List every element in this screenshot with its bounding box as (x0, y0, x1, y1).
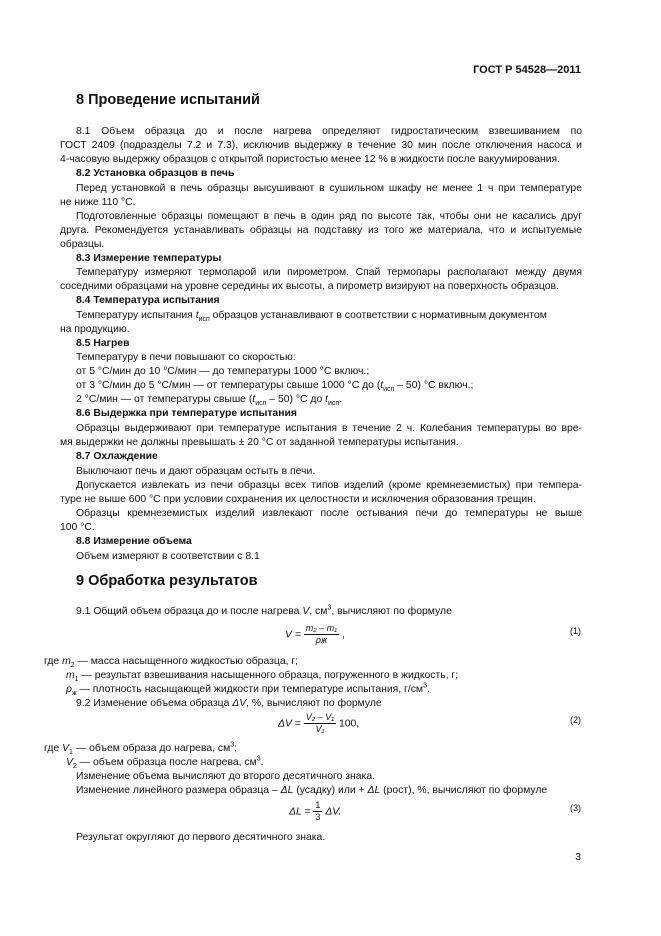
subsection-8-4-title: 8.4 Температура испытания (76, 295, 220, 306)
subsection-8-5-title: 8.5 Нагрев (76, 338, 130, 349)
page-number: 3 (575, 852, 581, 863)
p87a-line1: Выключают печь и дают образцам остыть в печи. (76, 466, 316, 477)
p85-line3: от 3 °С/мин до 5 °С/мин — от температуры свыше 1000 °С до $(t_{исп} - 50)$ °С включ.; (76, 380, 474, 394)
p82a-line1: Перед установкой в печь образцы высушивают в сушильном шкафу не менее 1 ч при температуре (76, 183, 582, 194)
where-rho: $\rho_ж$ — плотность насыщающей жидкости при температуре испытания, $г/см^3$. (66, 682, 430, 698)
p86-line2: мя выдержки не должны превышать ± 20 °С от заданной температуры испытания. (60, 437, 459, 448)
formula-1: V = $\frac{\text{m₂ – m₁}}{\rho ж}$ , (285, 623, 345, 645)
p92-line1: 9.2 Изменение объема образца ΔV, %, вычисляют по формуле (76, 698, 382, 709)
p88-line1: Объем измеряют в соответствии с 8.1 (76, 551, 260, 562)
subsection-8-8-title: 8.8 Измерение объема (76, 536, 192, 547)
p82b-line2: друга. Рекомендуется устанавливать образцы на подставку из того же материала, что и испытуемые (60, 225, 582, 236)
section-9-title: 9 Обработка результатов (76, 573, 258, 589)
p92e-line1: Результат округляют до первого десятичного знака. (76, 832, 326, 843)
p92d-line1: Изменение линейного размера образца – ΔL (усадку) или + ΔL (рост), %, вычисляют по формуле (76, 785, 548, 796)
p87b-line2: туре не выше 600 °С при условии сохранения их целостности и исключения образования трещин. (60, 494, 536, 505)
p81-line1: 8.1 Объем образца до и после нагрева определяют гидростатическим взвешиванием по (76, 126, 582, 137)
p84-line2: на продукцию. (60, 324, 130, 335)
p83-line2: соседними образцами на уровне середины их высоты, а пирометр визируют на поверхность образцов. (60, 281, 559, 292)
standard-code: ГОСТ Р 54528—2011 (473, 64, 581, 76)
p87c-line1: Образцы кремнеземистых изделий извлекают после остывания печи до температуры не выше (76, 508, 582, 519)
where-v2: $V_2$ — объем образца после нагрева, $см^3$. (66, 755, 264, 771)
p81-line2: ГОСТ 2409 (подразделы 7.2 и 7.3), исключив выдержку в течение 30 мин после отключения насоса и (60, 140, 582, 151)
where-v1: где $V_1$ — объем образа до нагрева, $см^3$; (44, 741, 238, 757)
where-m1: $m_1$ — результат взвешивания насыщенного образца, погруженного в жидкость, г; (66, 670, 459, 684)
p82b-line3: образцы. (60, 239, 105, 250)
p85-line1: Температуру в печи повышают со скоростью: (76, 352, 296, 363)
subsection-8-2-title: 8.2 Установка образцов в печь (76, 168, 235, 179)
where-m2: где $m_2$ — масса насыщенного жидкостью образца, г; (44, 656, 299, 670)
formula-1-number: (1) (570, 626, 581, 636)
p87c-line2: 100 °С. (60, 522, 95, 533)
subsection-8-7-title: 8.7 Охлаждение (76, 451, 158, 462)
p82a-line2: не ниже 110 °С. (60, 197, 136, 208)
p81-line3: 4-часовую выдержку образцов с открытой пористостью менее 12 % в жидкости после вакуумирования. (60, 154, 561, 165)
formula-3: ΔL = $\frac{1}{3}$ ΔV. (289, 800, 342, 822)
section-8-title: 8 Проведение испытаний (76, 92, 260, 108)
subsection-8-6-title: 8.6 Выдержка при температуре испытания (76, 408, 297, 419)
p86-line1: Образцы выдерживают при температуре испытания в течение 2 ч. Колебания температуры во вре- (76, 423, 582, 434)
formula-2-number: (2) (570, 715, 581, 725)
subsection-8-3-title: 8.3 Измерение температуры (76, 253, 222, 264)
p87b-line1: Допускается извлекать из печи образцы всех типов изделий (кроме кремнеземистых) при темпера- (76, 480, 582, 491)
p84-line1: Температуру испытания $t_{исп}$ образцов устанавливают в соответствии с нормативным документом (76, 310, 547, 324)
p91-line1: 9.1 Общий объем образца до и после нагрева V, $см^3$, вычисляют по формуле (76, 604, 452, 617)
p82b-line1: Подготовленные образцы помещают в печь в один ряд по высоте так, чтобы они не касались друг (76, 211, 582, 222)
p85-line2: от 5 °С/мин до 10 °С/мин — до температуры 1000 °С включ.; (76, 366, 370, 377)
formula-2: ΔV = $\frac{\text{V₂ – V₁}}{\text{V₁}}$ 100, (278, 712, 360, 734)
formula-3-number: (3) (570, 803, 581, 813)
p85-line4: 2 °С/мин — от температуры свыше $(t_{исп} - 50)$ °С до $t_{исп}$. (76, 394, 343, 408)
p92c-line1: Изменение объема вычисляют до второго десятичного знака. (76, 771, 375, 782)
p83-line1: Температуру измеряют термопарой или пирометром. Спай термопары располагают между двумя (76, 267, 582, 278)
